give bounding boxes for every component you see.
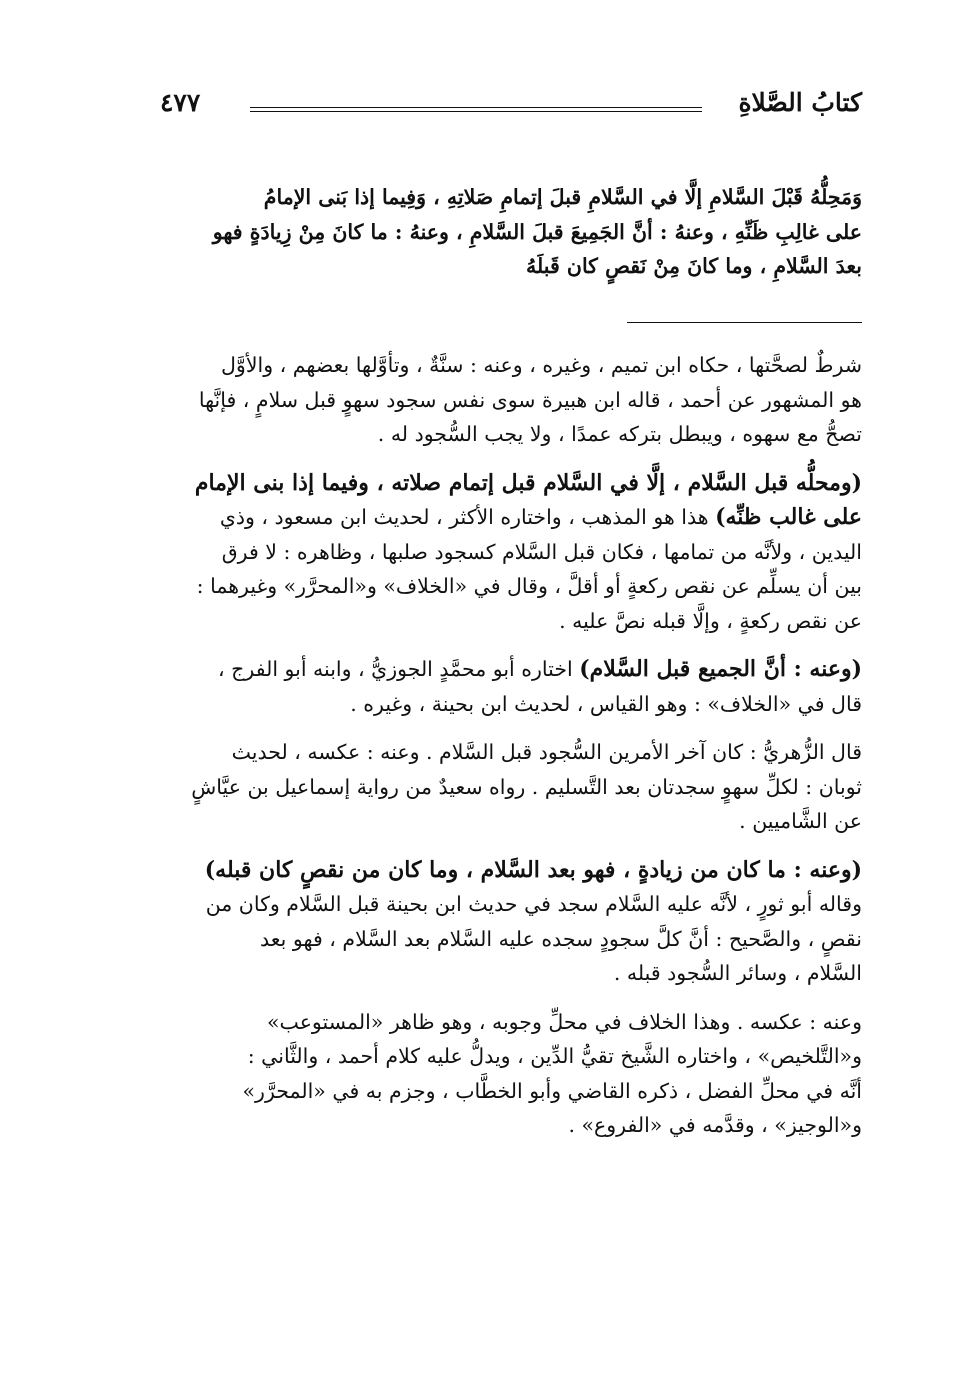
commentary-paragraph: [128, 466, 862, 639]
header-rule: [250, 107, 702, 112]
quoted-matn: على غالب ظنِّه): [715, 504, 862, 530]
commentary-text: هذا هو المذهب ، واختاره الأكثر ، لحديث ابن مسعود ، وذي: [219, 505, 716, 529]
commentary-line: قال في «الخلاف» : وهو القياس ، لحديث ابن بحينة ، وغيره .: [350, 691, 862, 716]
quoted-matn: (وعنه : ما كان من زيادةٍ ، فهو بعد السَّلام ، وما كان من نقصٍ كان قبله): [204, 856, 862, 883]
commentary-line: بين أن يسلِّم عن نقص ركعةٍ أو أقلَّ ، وقال في «الخلاف» و«المحرَّر» وغيرهما :: [196, 574, 862, 598]
commentary-line: عن نقص ركعةٍ ، وإلَّا قبله نصَّ عليه .: [559, 608, 862, 633]
matn-line: بعدَ السَّلامِ ، وما كانَ مِنْ نَقصٍ كان قَبلَهُ: [525, 254, 862, 278]
matn-separator-rule: [627, 322, 862, 323]
commentary-line: السَّلام ، وسائر السُّجود قبله .: [613, 961, 862, 985]
commentary-line: تصحُّ مع سهوه ، ويبطل بتركه عمدًا ، ولا يجب السُّجود له .: [377, 422, 862, 446]
quoted-matn: (ومحلُّه قبل السَّلام ، إلَّا في السَّلام قبل إتمام صلاته ، وفيما إذا بنى الإمام: [194, 469, 862, 496]
commentary-paragraph: [128, 348, 862, 452]
commentary-line: هو المشهور عن أحمد ، قاله ابن هبيرة سوى نفس سجود سهوٍ قبل سلامٍ ، فإنَّها: [198, 387, 862, 412]
commentary: [128, 348, 862, 1157]
page-number: ٤٧٧: [160, 88, 201, 117]
commentary-paragraph: [128, 853, 862, 991]
commentary-line: و«الوجيز» ، وقدَّمه في «الفروع» .: [568, 1113, 862, 1137]
commentary-line: أنَّه في محلِّ الفضل ، ذكره القاضي وأبو الخطَّاب ، وجزم به في «المحرَّر»: [242, 1078, 862, 1103]
commentary-text: اختاره أبو محمَّدٍ الجوزيُّ ، وابنه أبو الفرج ،: [218, 657, 580, 681]
matn-text: [128, 180, 862, 284]
commentary-line: عن الشَّاميين .: [739, 809, 862, 833]
commentary-line: ثوبان : لكلِّ سهوٍ سجدتان بعد التَّسليم . رواه سعيدٌ من رواية إسماعيل بن عيَّاشٍ: [191, 774, 862, 799]
commentary-line: نقصٍ ، والصَّحيح : أنَّ كلَّ سجودٍ سجده عليه السَّلام بعد السَّلام ، فهو بعد: [260, 926, 862, 951]
commentary-line: [128, 500, 862, 535]
commentary-paragraph: [128, 652, 862, 721]
commentary-line: قال الزُّهريُّ : كان آخر الأمرين السُّجود قبل السَّلام . وعنه : عكسه ، لحديث: [231, 740, 862, 764]
commentary-line: شرطٌ لصحَّتها ، حكاه ابن تميم ، وغيره ، وعنه : سنَّةٌ ، وتأوَّلها بعضهم ، والأوَّل: [221, 353, 862, 377]
matn-line: وَمَحِلُّهُ قَبْلَ السَّلامِ إلَّا في السَّلامِ قبلَ إتمامِ صَلاتِهِ ، وَفِيما إذا بَنى الإمامُ: [263, 185, 862, 209]
commentary-paragraph: [128, 735, 862, 839]
page-header: [160, 88, 862, 128]
commentary-line: و«التَّلخيص» ، واختاره الشَّيخ تقيُّ الدِّين ، ويدلُّ عليه كلام أحمد ، والثَّاني :: [247, 1044, 862, 1068]
running-head: كتابُ الصَّلاةِ: [738, 88, 862, 117]
commentary-line: وعنه : عكسه . وهذا الخلاف في محلِّ وجوبه ، وهو ظاهر «المستوعب»: [267, 1009, 862, 1034]
matn-line: على غالِبِ ظَنِّهِ ، وعنهُ : أنَّ الجَمِيعَ قبلَ السَّلامِ ، وعنهُ : ما كانَ مِنْ زِيادَةٍ فهو: [212, 219, 862, 244]
quoted-matn: (وعنه : أنَّ الجميع قبل السَّلام): [579, 656, 862, 682]
commentary-line: وقاله أبو ثورٍ ، لأنَّه عليه السَّلام سجد في حديث ابن بحينة قبل السَّلام وكان من: [205, 892, 862, 916]
commentary-paragraph: [128, 1005, 862, 1143]
commentary-line: [128, 652, 862, 687]
commentary-line: اليدين ، ولأنَّه من تمامها ، فكان قبل السَّلام كسجود صلبها ، وظاهره : لا فرق: [221, 539, 862, 564]
